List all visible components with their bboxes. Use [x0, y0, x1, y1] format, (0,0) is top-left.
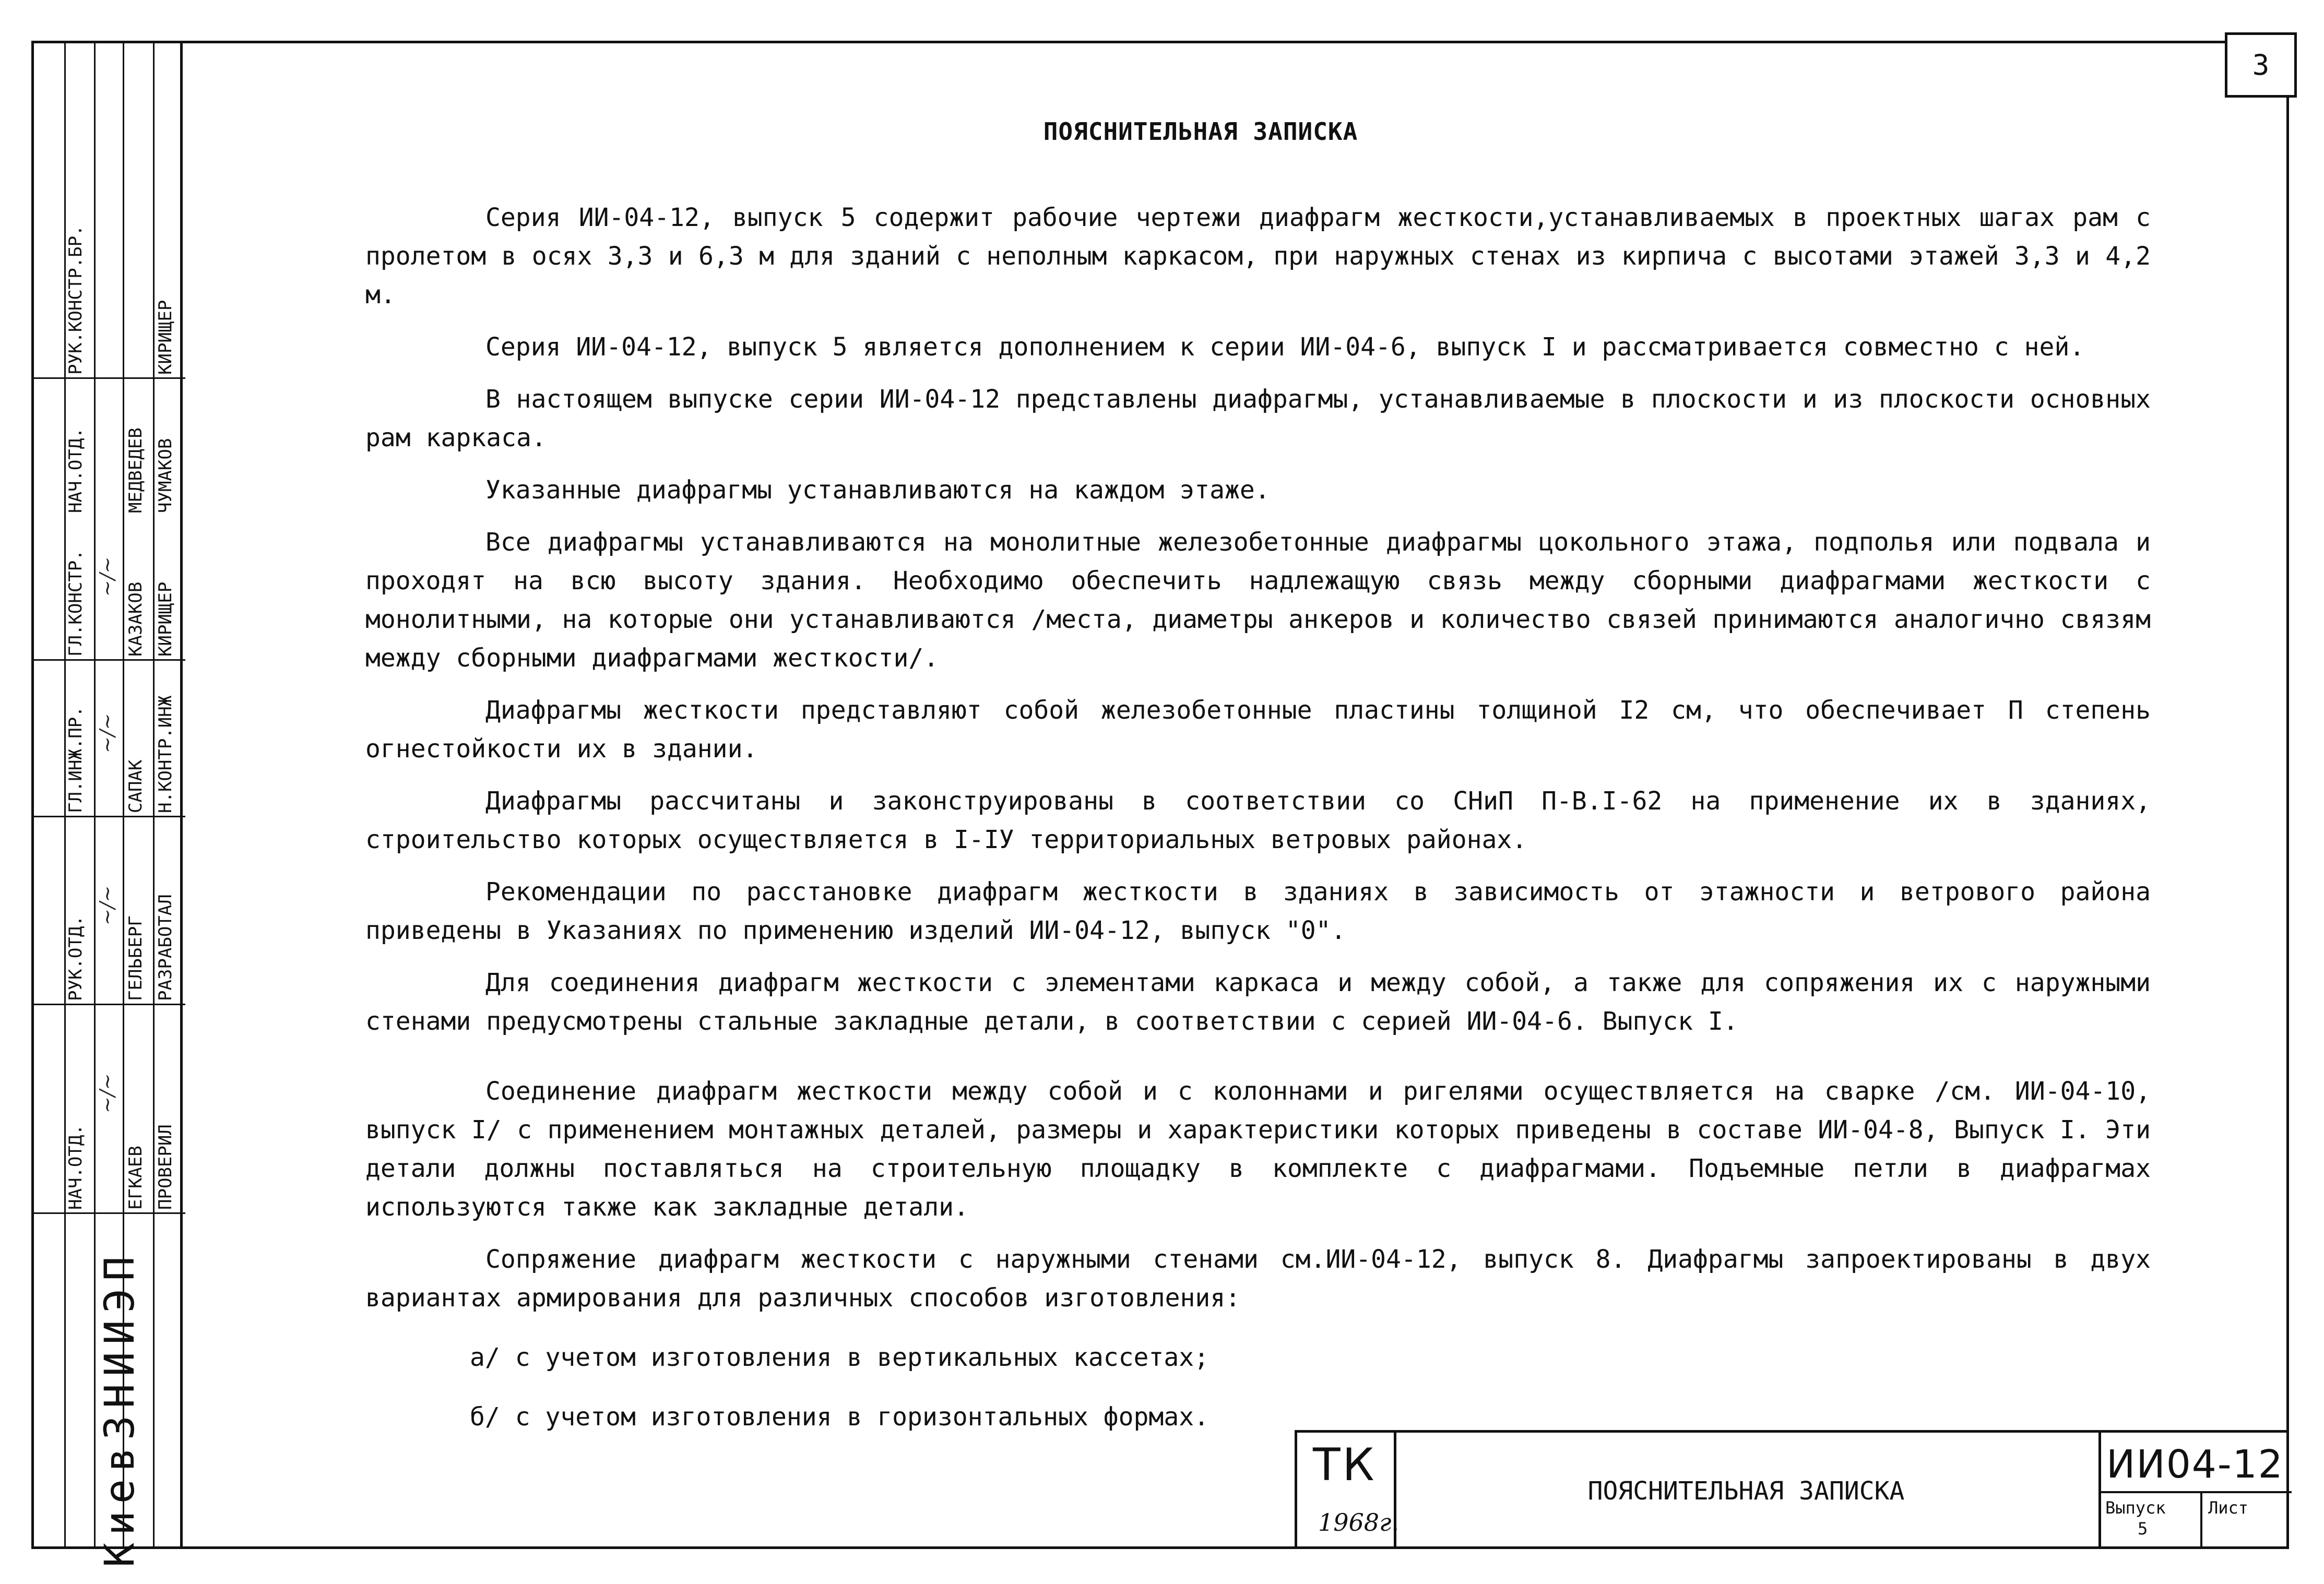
paragraph: Диафрагмы жесткости представляют собой железобетонные пластины толщиной I2 см, что обеспечивает П степень огнестойкости их в здании. [365, 696, 2151, 764]
title-block-sheet-label: Лист [2208, 1498, 2249, 1518]
paragraph: Указанные диафрагмы устанавливаются на каждом этаже. [485, 475, 1270, 505]
stamp-name: КИРИЩЕР [155, 300, 176, 375]
stamp-name: МЕДВЕДЕВ [125, 427, 146, 513]
stamp-name: ЧУМАКОВ [155, 438, 176, 513]
title-block-issue-number: 5 [2138, 1519, 2148, 1539]
signature-icon: ~/~ [96, 713, 118, 753]
paragraph: Серия ИИ-04-12, выпуск 5 содержит рабочие чертежи диафрагм жесткости,устанавливаемых в проектных шагах рам с пролетом в осях 3,3 и 6,3 м для зданий с неполным каркасом, при наружных стенах из кирпича с высотами этажей 3,3 и 4,2 м. [365, 203, 2151, 309]
paragraph: В настоящем выпуске серии ИИ-04-12 представлены диафрагмы, устанавливаемые в плоскости и из плоскости основных рам каркаса. [365, 385, 2151, 452]
signature-icon: ~/~ [96, 1073, 118, 1113]
title-block [1295, 1430, 2289, 1549]
list-item: б/ с учетом изготовления в горизонтальных формах. [470, 1402, 1210, 1432]
stamp-divider [153, 43, 155, 1546]
stamp-name: КАЗАКОВ [125, 581, 146, 657]
title-block-divider [2200, 1491, 2202, 1549]
title-block-divider [2101, 1491, 2292, 1493]
paragraph: Сопряжение диафрагм жесткости с наружными стенами см.ИИ-04-12, выпуск 8. Диафрагмы запроектированы в двух вариантах армирования для различных способов изготовления: [365, 1245, 2151, 1313]
paragraph: Для соединения диафрагм жесткости с элементами каркаса и между собой, а также для сопряжения их с наружными стенами предусмотрены стальные закладные детали, в соответствии с серией ИИ-04-6. Выпуск I. [365, 968, 2151, 1036]
sheet-number: 3 [2225, 32, 2297, 98]
stamp-divider [94, 43, 96, 1546]
stamp-role: НАЧ.ОТД. [65, 427, 86, 513]
title-block-year: 1968г. [1318, 1508, 1399, 1537]
paragraph: Соединение диафрагм жесткости между собой и с колоннами и ригелями осуществляется на сварке /см. ИИ-04-10, выпуск I/ с применением монтажных деталей, размеры и характеристики которых приведены в составе ИИ-04-8, Выпуск I. Эти детали должны поставляться на строительную площадку в комплекте с диафрагмами. Подъемные петли в диафрагмах используются также как закладные детали. [365, 1077, 2151, 1222]
title-block-code-cell [1297, 1433, 1399, 1549]
paragraph: Все диафрагмы устанавливаются на монолитные железобетонные диафрагмы цокольного этажа, подполья или подвала и проходят на всю высоту здания. Необходимо обеспечить надлежащую связь между сборными диафрагмами жесткости с монолитными, на которые они устанавливаются /места, диаметры анкеров и количество связей принимаются аналогично связям между сборными диафрагмами жесткости/. [365, 528, 2151, 673]
stamp-name: ГЕЛЬБЕРГ [125, 915, 146, 1001]
title-block-doc-name: ПОЯСНИТЕЛЬНАЯ ЗАПИСКА [1587, 1476, 1905, 1506]
stamp-role: НАЧ.ОТД. [65, 1124, 86, 1210]
title-block-code: ТК [1313, 1439, 1377, 1491]
stamp-divider [34, 1212, 185, 1214]
stamp-role: ГЛ.ИНЖ.ПР. [65, 706, 86, 813]
stamp-role: РУК.ОТД. [65, 915, 86, 1001]
list-item: а/ с учетом изготовления в вертикальных кассетах; [470, 1343, 1210, 1372]
stamp-role: РУК.КОНСТР.БР. [65, 225, 86, 375]
stamp-role: РАЗРАБОТАЛ [155, 894, 176, 1001]
stamp-divider [34, 1004, 185, 1005]
stamp-name: САПАК [125, 759, 146, 813]
explanatory-note-body [365, 198, 2151, 1436]
stamp-role: ГЛ.КОНСТР. [65, 550, 86, 657]
stamp-name: ЕГКАЕВ [125, 1146, 146, 1210]
title-block-series-cell [2098, 1433, 2292, 1549]
signature-icon: ~/~ [96, 885, 118, 925]
paragraph: Серия ИИ-04-12, выпуск 5 является дополнением к серии ИИ-04-6, выпуск I и рассматривается совместно с ней. [485, 332, 2085, 362]
stamp-divider [34, 659, 185, 661]
page-title: ПОЯСНИТЕЛЬНАЯ ЗАПИСКА [1043, 117, 1358, 146]
organization-name: КиевЗНИИЭП [97, 1249, 144, 1567]
stamp-role: ПРОВЕРИЛ [155, 1124, 176, 1210]
title-block-issue-label: Выпуск [2105, 1498, 2166, 1518]
stamp-divider [34, 816, 185, 817]
title-block-series: ИИ04-12 [2106, 1442, 2284, 1487]
paragraph: Рекомендации по расстановке диафрагм жесткости в зданиях в зависимость от этажности и ветрового района приведены в Указаниях по применению изделий ИИ-04-12, выпуск "0". [365, 877, 2151, 945]
approval-stamp-strip [31, 41, 185, 1567]
stamp-role: Н.КОНТР.ИНЖ [155, 695, 176, 813]
stamp-divider [34, 377, 185, 379]
signature-icon: ~/~ [96, 556, 118, 597]
paragraph: Диафрагмы рассчитаны и законструированы в соответствии со СНиП П-В.I-62 на применение их в зданиях, строительство которых осуществляется в I-IУ территориальных ветровых районах. [365, 787, 2151, 854]
stamp-name: КИРИЩЕР [155, 581, 176, 657]
